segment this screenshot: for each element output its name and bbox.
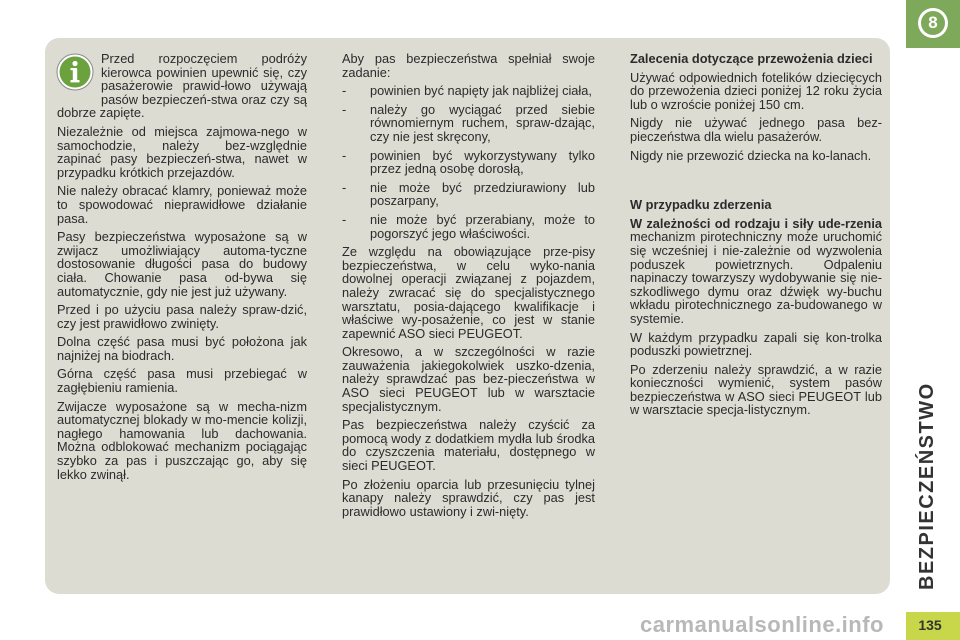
paragraph: Po złożeniu oparcia lub przesunięciu tylnej kanapy należy sprawdzić, czy pas jest prawidłowo ustawiony i zwi-nięty. [342, 476, 595, 519]
bold-lead: W zależności od rodzaju i siły ude-rzenia [630, 215, 882, 231]
paragraph: Niezależnie od miejsca zajmowa-nego w samochodzie, należy bez-względnie zapinać pasy bezpieczeń-stwa, nawet w przypadku krótkich przejazdów. [57, 123, 307, 180]
paragraph: W każdym przypadku zapali się kon-trolka poduszki powietrznej. [630, 329, 882, 359]
paragraph: Zwijacze wyposażone są w mecha-nizm automatycznej blokady w mo-mencie kolizji, nagłego hamowania lub dachowania. Można odblokować mechanizm pociągając szybko za pas i puszczając go, aby się lekko zwinął. [57, 398, 307, 482]
paragraph: Nie należy obracać klamry, ponieważ może to spowodować nieprawidłowe działanie pasa. [57, 183, 307, 226]
list-item [342, 103, 595, 144]
page-number: 135 [918, 617, 942, 633]
paragraph: Używać odpowiednich fotelików dziecięcych do przewożenia dzieci poniżej 12 roku życia lub o wzroście poniżej 150 cm. [630, 69, 882, 112]
paragraph [630, 217, 882, 326]
paragraph: Okresowo, a w szczególności w razie zauważenia jakiegokolwiek uszko-dzenia, należy sprawdzać pas bez-pieczeństwa w ASO sieci PEUGEOT lub w warsztacie specjalistycznym. [342, 344, 595, 414]
section-heading: W przypadku zderzenia [630, 197, 772, 213]
paragraph: Przed rozpoczęciem podróży kierowca powinien upewnić się, czy pasażerowie prawid-łowo używają pasów bezpieczeń-stwa oraz czy są dobrze zapięte. [57, 51, 307, 121]
column-3 [630, 52, 882, 422]
list-item-text: powinien być napięty jak najbliżej ciała, [370, 83, 592, 99]
chapter-badge [918, 8, 948, 38]
paragraph: Dolna część pasa musi być położona jak najniżej na biodrach. [57, 334, 307, 363]
paragraph: Przed i po użyciu pasa należy spraw-dzić, czy jest prawidłowo zwinięty. [57, 302, 307, 331]
watermark: carmanualsonline.info [640, 612, 884, 637]
list-dash: - [342, 179, 347, 195]
list-item-text: nie może być przedziurawiony lub poszarpany, [370, 179, 595, 209]
list-item-text: należy go wyciągać przed siebie równomiernym ruchem, spraw-dzając, czy nie jest skręcony, [370, 101, 595, 144]
section-heading: Zalecenia dotyczące przewożenia dzieci [630, 51, 873, 66]
list-item [342, 181, 595, 208]
column-2 [342, 52, 595, 523]
list-item-text: powinien być wykorzystywany tylko przez jedną osobę dorosłą, [370, 147, 595, 177]
list-dash: - [342, 147, 347, 163]
info-icon [55, 52, 95, 92]
list-item [342, 149, 595, 176]
paragraph: Po zderzeniu należy sprawdzić, a w razie konieczności wymienić, system pasów bezpieczeństwa w ASO sieci PEUGEOT lub w warsztacie specja-listycznym. [630, 361, 882, 418]
list-item-text: nie może być przerabiany, może to pogorszyć jego właściwości. [370, 211, 595, 241]
list-item [342, 84, 595, 98]
paragraph: Nigdy nie przewozić dziecka na ko-lanach. [630, 147, 872, 163]
list-dash: - [342, 211, 347, 227]
list-dash: - [342, 83, 347, 99]
intro-text: Aby pas bezpieczeństwa spełniał swoje zadanie: [342, 51, 595, 80]
chapter-number: 8 [921, 11, 945, 35]
paragraph: Nigdy nie używać jednego pasa bez-pieczeństwa dla wielu pasażerów. [630, 115, 882, 144]
list-dash: - [342, 101, 347, 117]
paragraph: Ze względu na obowiązujące prze-pisy bezpieczeństwa, w celu wyko-nania dowolnej operacji związanej z pojazdem, należy zwracać się do specjalistycznego warsztatu, posia-dającego kwalifikacje i właściwe wy-posażenie, co jest w stanie zapewnić ASO sieci PEUGEOT. [342, 244, 595, 341]
paragraph: Pasy bezpieczeństwa wyposażone są w zwijacz umożliwiający automa-tyczne dostosowanie długości pasa do budowy ciała. Chowanie pasa od-bywa się automatycznie, gdy nie jest już używany. [57, 229, 307, 299]
paragraph-rest: mechanizm pirotechniczny może uruchomić się wcześniej i nie-zależnie od wyzwolenia poduszek powietrznych. Odpaleniu napinaczy towarzyszy wydobywanie się nie-szkodliwego dymu oraz dźwięk wy-buchu wkładu pirotechnicznego za-budowanego w systemie. [630, 229, 882, 326]
paragraph: Pas bezpieczeństwa należy czyścić za pomocą wody z dodatkiem mydła lub środka do czyszczenia materiału, dostępnego w sieci PEUGEOT. [342, 417, 595, 474]
list-item [342, 213, 595, 240]
chapter-title: BEZPIECZEŃSTWO [916, 382, 938, 590]
column-1 [57, 52, 307, 486]
paragraph: Górna część pasa musi przebiegać w zagłębieniu ramienia. [57, 366, 307, 396]
